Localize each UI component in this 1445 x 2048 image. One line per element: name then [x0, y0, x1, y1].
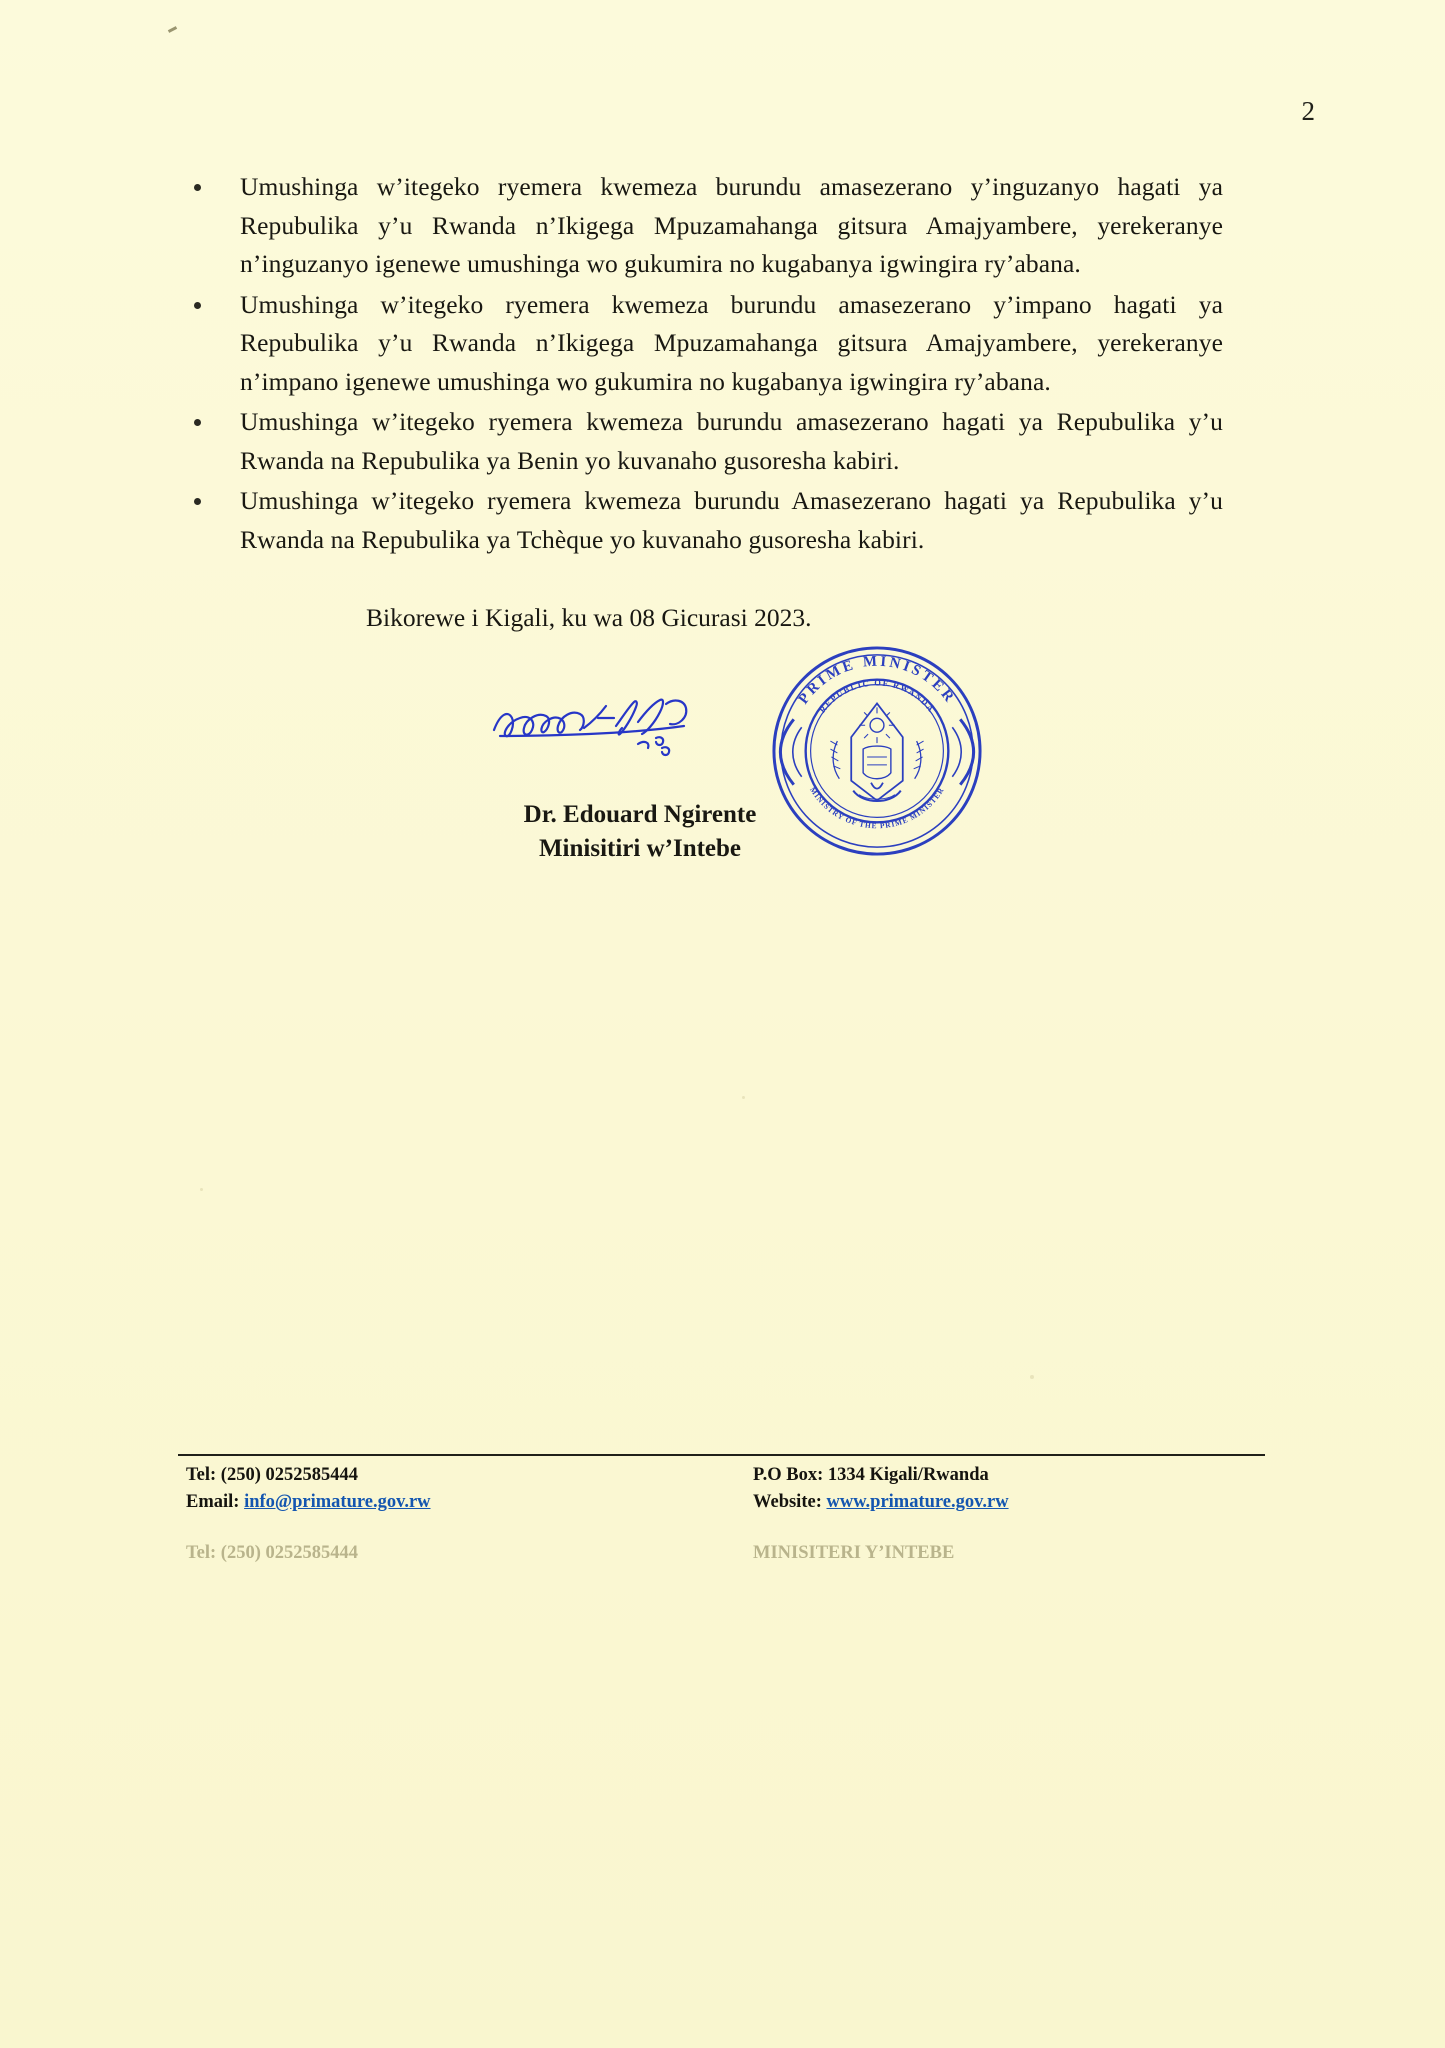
scan-speckle — [742, 1096, 745, 1099]
list-item — [188, 168, 1223, 284]
signatory-title: Minisitiri w’Intebe — [538, 835, 742, 862]
footer-website-label: Website: — [753, 1492, 822, 1512]
footer-left-column — [186, 1462, 431, 1516]
scan-speckle — [200, 1188, 203, 1191]
list-item — [188, 482, 1223, 559]
footer-email-label: Email: — [186, 1492, 240, 1512]
list-item-text: Umushinga w’itegeko ryemera kwemeza burundu amasezerano y’inguzanyo hagati ya Repubulika y’u Rwanda n’Ikigega Mpuzamahanga gitsura Amajyambere, yerekeranye n’inguzanyo igenewe umushinga wo gukumira no kugabanya igwingira ry’abana. — [240, 172, 1223, 278]
bullet-dot-icon — [194, 498, 201, 505]
bullet-list — [188, 168, 1223, 559]
list-item-text: Umushinga w’itegeko ryemera kwemeza burundu amasezerano y’impano hagati ya Repubulika y’u Rwanda n’Ikigega Mpuzamahanga gitsura Amajyambere, yerekeranye n’impano igenewe umushinga wo gukumira no kugabanya igwingira ry’abana. — [240, 289, 1223, 396]
footer-email — [186, 1489, 431, 1516]
list-item — [188, 286, 1223, 402]
signatory-name: Dr. Edouard Ngirente — [523, 801, 757, 828]
document-body — [188, 168, 1223, 637]
footer-pobox-label: P.O Box: — [753, 1465, 824, 1485]
footer-right-column — [753, 1462, 1009, 1516]
bullet-dot-icon — [194, 419, 201, 426]
footer-tel-value: (250) 0252585444 — [220, 1465, 358, 1485]
bleed-left-text: Tel: (250) 0252585444 — [186, 1543, 358, 1563]
list-item — [188, 403, 1223, 480]
footer-pobox — [753, 1462, 1009, 1489]
list-item-text: Umushinga w’itegeko ryemera kwemeza burundu amasezerano hagati ya Repubulika y’u Rwanda na Repubulika ya Benin yo kuvanaho gusoresha kabiri. — [240, 407, 1223, 475]
bullet-dot-icon — [194, 302, 201, 309]
scan-speckle — [1030, 1375, 1034, 1379]
place-and-date: Bikorewe i Kigali, ku wa 08 Gicurasi 2023. — [366, 603, 812, 632]
signature-block — [188, 600, 1223, 930]
footer-pobox-value: 1334 Kigali/Rwanda — [827, 1465, 989, 1485]
footer-website — [753, 1489, 1009, 1516]
footer-email-link[interactable]: info@primature.gov.rw — [244, 1492, 431, 1512]
bleed-right-text: MINISITERI Y’INTEBE — [753, 1543, 955, 1563]
footer-tel-label: Tel: — [186, 1465, 217, 1485]
next-page-bleed-through — [178, 1543, 1265, 1563]
footer-website-link[interactable]: www.primature.gov.rw — [826, 1492, 1009, 1512]
list-item-text: Umushinga w’itegeko ryemera kwemeza burundu Amasezerano hagati ya Repubulika y’u Rwanda na Repubulika ya Tchèque yo kuvanaho gusoresha kabiri. — [240, 486, 1223, 554]
page-number: 2 — [1301, 96, 1315, 126]
stamp-top-text: PRIME MINISTER — [795, 653, 959, 708]
bullet-dot-icon — [194, 184, 201, 191]
footer-tel — [186, 1462, 431, 1489]
scan-artifact-mark — [168, 26, 177, 33]
handwritten-signature — [488, 692, 748, 772]
stamp-inner-text: REPUBLIC OF RWANDA — [817, 677, 937, 715]
stamp-bottom-text: MINISTRY OF THE PRIME MINISTER — [808, 785, 946, 831]
footer-divider — [178, 1454, 1265, 1456]
